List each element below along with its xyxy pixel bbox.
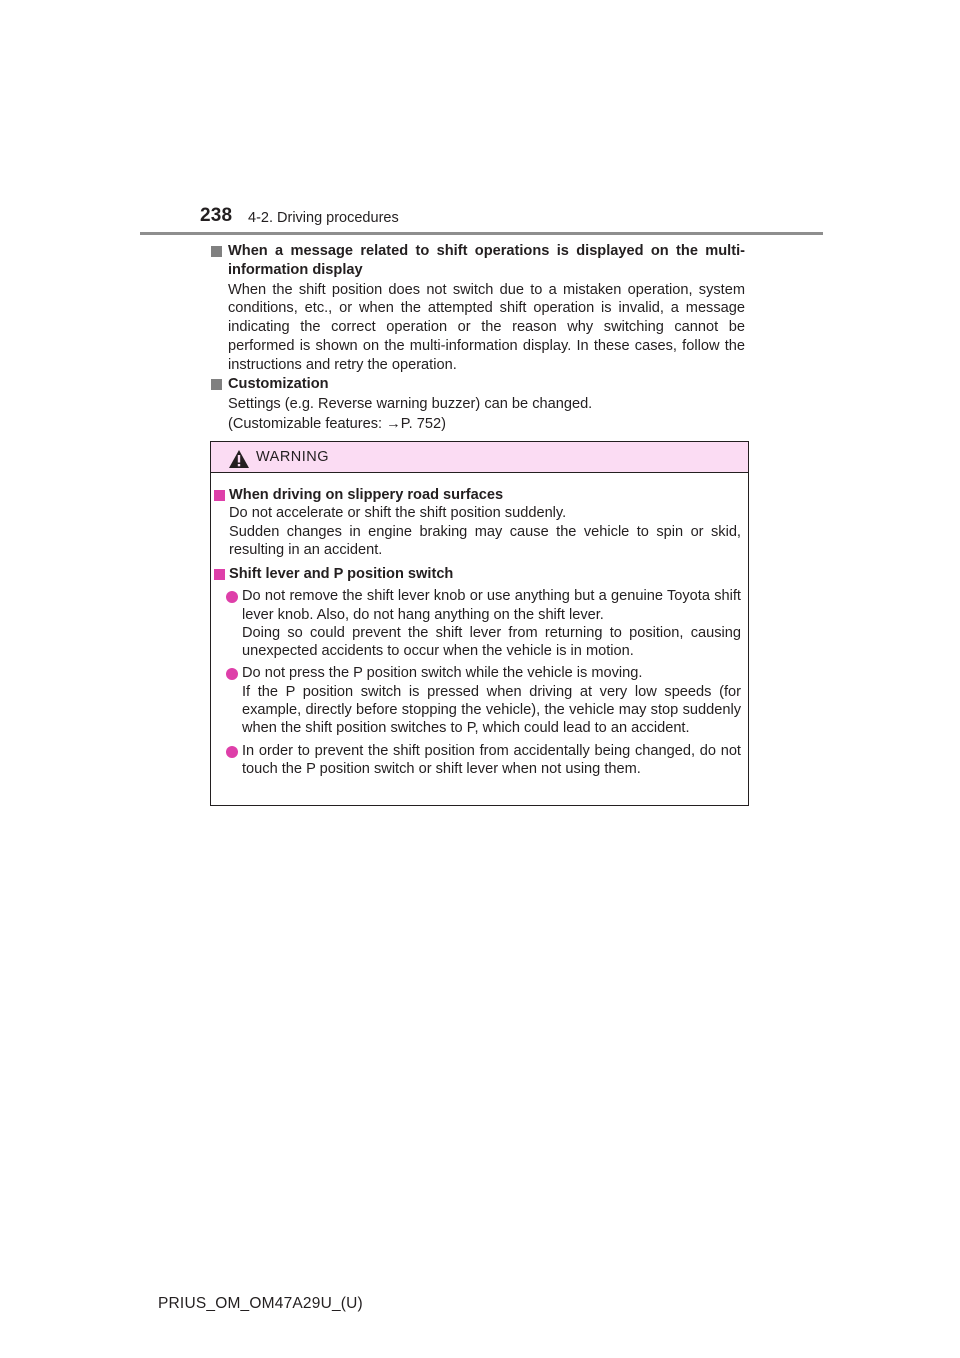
circle-bullet-icon (226, 746, 238, 758)
circle-bullet-icon (226, 668, 238, 680)
note-customization (211, 375, 745, 433)
page-header (198, 203, 823, 235)
warning-box (210, 441, 749, 806)
warning-section-slippery (211, 486, 741, 559)
square-bullet-icon (211, 379, 222, 390)
warning-text: Do not accelerate or shift the shift position suddenly. (229, 505, 567, 522)
warning-section-shift-lever (211, 565, 741, 778)
note-heading: When a message related to shift operations is displayed on the multi-information display (211, 242, 745, 280)
document-id: PRIUS_OM_OM47A29U_(U) (158, 1295, 363, 1312)
header-divider (140, 232, 823, 235)
section-title: 4-2. Driving procedures (248, 210, 399, 226)
warning-title: WARNING (256, 449, 330, 465)
warning-triangle-icon (229, 450, 249, 468)
warning-section-heading: When driving on slippery road surfaces (211, 486, 741, 504)
customize-link-text: (Customizable features: →P. 752) (228, 415, 446, 432)
warning-bullet: Do not press the P position switch while the vehicle is moving. If the P position switch is pressed when driving at very low speeds (for example, directly before stopping the vehicle), the vehicle may stop suddenly when the shift position switches to P, which could lead to an accident. (211, 664, 741, 737)
circle-bullet-icon (226, 591, 238, 603)
note-shift-message (211, 242, 745, 375)
note-text: Settings (e.g. Reverse warning buzzer) can be changed. (228, 395, 593, 412)
warning-header (211, 442, 748, 473)
square-bullet-icon (214, 569, 225, 580)
warning-text: Sudden changes in engine braking may cause the vehicle to spin or skid, resulting in an accident. (229, 523, 741, 558)
note-text: When the shift position does not switch due to a mistaken operation, system conditions, etc., or when the attempted shift operation is invalid, a message indicating the correct operation or the reason why switching cannot be performed is shown on the multi-information display. In these cases, follow the instructions and retry the operation. (228, 281, 745, 373)
warning-bullet: In order to prevent the shift position from accidentally being changed, do not touch the P position switch or shift lever when not using them. (211, 742, 741, 779)
square-bullet-icon (211, 246, 222, 257)
square-bullet-icon (214, 490, 225, 501)
warning-bullet: Do not remove the shift lever knob or use anything but a genuine Toyota shift lever knob. Also, do not hang anything on the shift lever. Doing so could prevent the shift lever from returning to position, causing unexpected accidents to occur when the vehicle is in motion. (211, 587, 741, 660)
warning-section-heading: Shift lever and P position switch (211, 565, 741, 583)
note-heading: Customization (211, 375, 745, 394)
page-number: 238 (200, 205, 233, 226)
